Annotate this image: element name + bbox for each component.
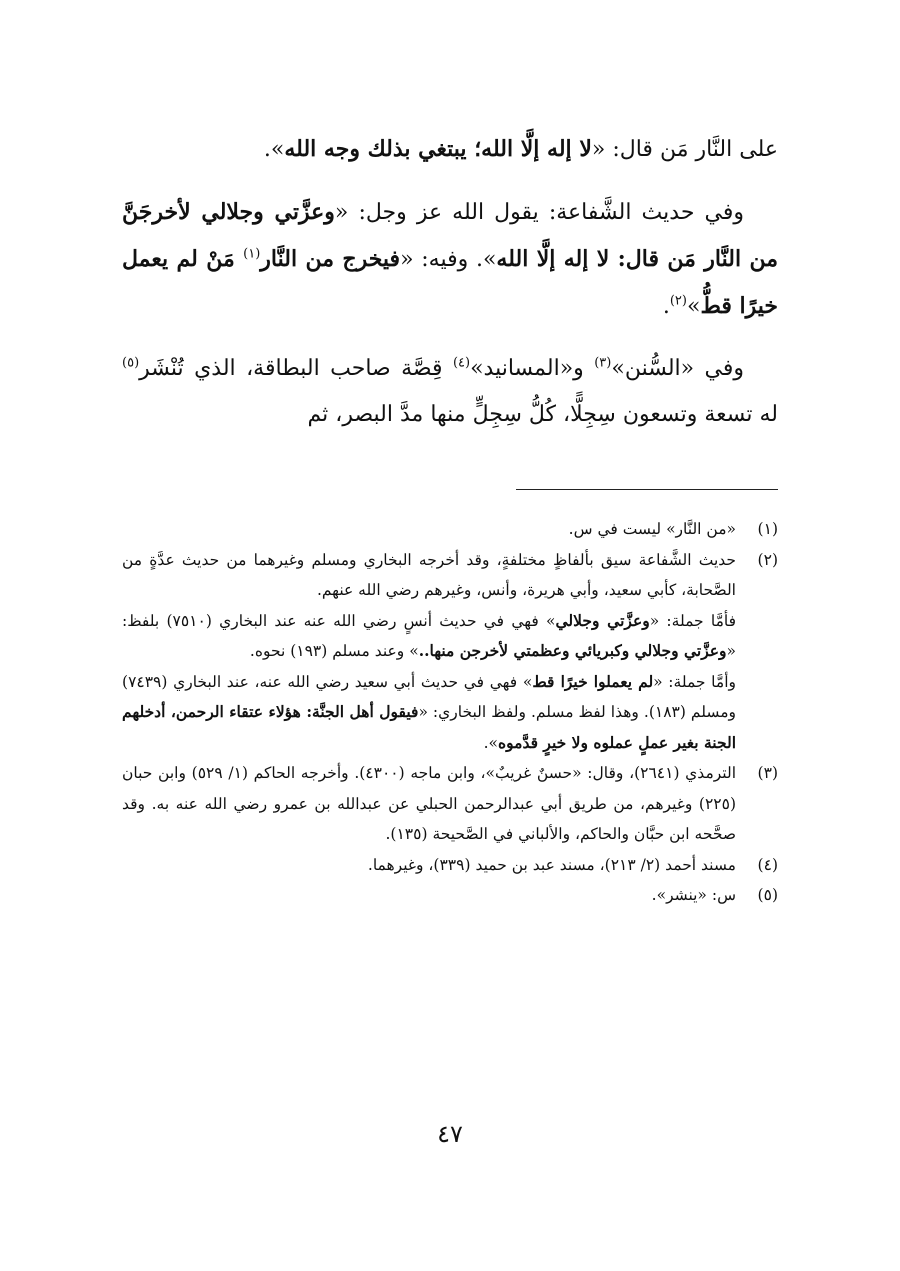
text-run: » وعند مسلم (١٩٣) نحوه. — [249, 642, 419, 660]
footnote-number: (١) — [757, 520, 778, 538]
footnote-text — [122, 606, 736, 667]
footnote-text: س: «ينشر». — [651, 886, 736, 904]
page-number: ٤٧ — [437, 1120, 463, 1148]
footnote-ref-4[interactable]: (٤) — [452, 355, 471, 371]
text-run: « — [591, 137, 606, 162]
paragraph-2 — [122, 189, 778, 330]
text-run: و«المسانيد» — [470, 356, 595, 381]
text-run: ». — [483, 733, 499, 752]
footnote-ref-1[interactable]: (١) — [243, 246, 261, 262]
text-run: » فهي في حديث أنسٍ رضي الله عنه عند البخاري (٧٥١٠) بلفظ: « — [122, 611, 736, 660]
footnote-ref-5[interactable]: (٥) — [122, 355, 140, 371]
footnote-2 — [122, 545, 778, 759]
footnote-text: الترمذي (٢٦٤١)، وقال: «حسنٌ غريبٌ»، وابن ماجه (٤٣٠٠). وأخرجه الحاكم (١/ ٥٢٩) وابن حبان (٢٢٥) وغيرهم، من طريق أبي عبدالرحمن الحبلي عن عبدالله بن عمرو رضي الله عنه به. وقد صحَّحه ابن حبَّان والحاكم، والألباني في الصَّحيحة (١٣٥). — [122, 764, 737, 843]
text-run: قِصَّة صاحب البطاقة، الذي تُنْشَر — [139, 356, 453, 381]
footnotes — [122, 514, 778, 911]
bold-quote: لا إله إلَّا الله؛ يبتغي بذلك وجه الله — [284, 136, 592, 162]
bold-quote: وعزَّتي وجلالي — [555, 610, 650, 630]
text-run: وفي حديث الشَّفاعة: يقول الله عز وجل: « — [334, 200, 744, 225]
footnote-divider — [516, 489, 778, 490]
text-run: » فهي في حديث أبي سعيد رضي الله عنه، عند البخاري (٧٤٣٩) ومسلم (١٨٣). وهذا لفظ مسلم. ولفظ البخاري: « — [122, 672, 736, 721]
footnote-text: حديث الشَّفاعة سيق بألفاظٍ مختلفةٍ، وقد أخرجه البخاري ومسلم وغيرهما من حديث عدَّةٍ من الصَّحابة، كأبي سعيد، وأبي هريرة، وأنس، وغيرهم رضي الله عنهم. — [122, 550, 736, 599]
bold-quote: فيخرج من النَّار — [260, 246, 401, 272]
footnote-5 — [122, 880, 778, 911]
footnote-ref-3[interactable]: (٣) — [594, 355, 612, 371]
bold-quote: وعزَّتي وجلالي لأخرجَنَّ من النَّار مَن قال: لا إله إلَّا الله — [122, 199, 778, 272]
footnote-number: (٤) — [757, 855, 778, 874]
footnote-number: (٣) — [757, 764, 778, 782]
bold-quote: لم يعملوا خيرًا قط — [532, 671, 654, 691]
text-run: له تسعة وتسعون سِجِلًّا، كُلُّ سِجِلٍّ منها مدَّ البصر، ثم — [307, 402, 778, 427]
footnote-number: (٥) — [757, 886, 778, 904]
main-text — [122, 126, 778, 454]
footnote-ref-2[interactable]: (٢) — [669, 293, 687, 309]
paragraph-1 — [122, 126, 778, 173]
text-run: فأمَّا جملة: « — [649, 611, 737, 630]
bold-quote: وعزَّتي وجلالي وكبريائي وعظمتي لأخرجن منها.. — [418, 641, 727, 660]
text-run: . — [662, 294, 670, 319]
text-run: » — [686, 294, 701, 319]
bold-quote: فيقول أهل الجنَّة: هؤلاء عتقاء الرحمن، أدخلهم الجنة بغير عملٍ عملوه ولا خيرٍ قدَّموه — [122, 702, 736, 752]
text-run: على النَّار مَن قال: — [605, 137, 778, 162]
paragraph-3 — [122, 346, 778, 438]
text-run: ». — [263, 137, 285, 162]
text-run: ». وفيه: « — [400, 247, 497, 272]
text-run: وفي «السُّنن» — [611, 356, 745, 381]
bold-quote: مَنْ لم يعمل خيرًا قطُّ — [122, 246, 778, 319]
footnote-number: (٢) — [757, 550, 778, 569]
footnote-4 — [122, 850, 778, 881]
text-run: وأمَّا جملة: « — [653, 672, 736, 691]
footnote-text: «من النَّار» ليست في س. — [568, 520, 736, 538]
footnote-text: مسند أحمد (٢/ ٢١٣)، مسند عبد بن حميد (٣٣٩)، وغيرهما. — [367, 855, 736, 874]
footnote-text — [122, 667, 736, 759]
footnote-3 — [122, 758, 778, 850]
footnote-1 — [122, 514, 778, 545]
